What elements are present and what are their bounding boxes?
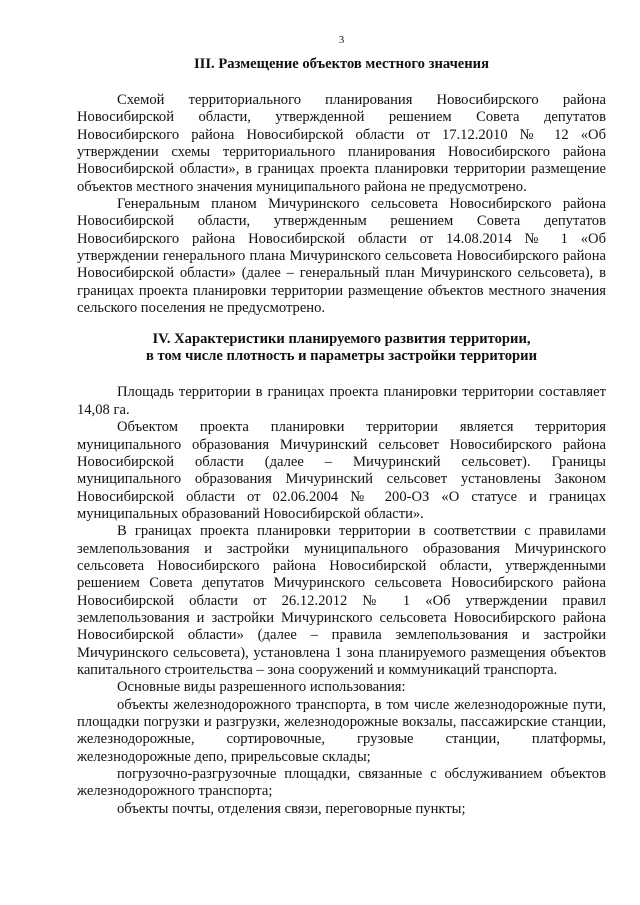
page-number: 3 (338, 34, 345, 46)
section-4-heading-line-1: IV. Характеристики планируемого развития территории, (152, 331, 531, 348)
section-4-paragraph-7: объекты почты, отделения связи, переговорные пункты; (117, 800, 466, 817)
section-3-heading: III. Размещение объектов местного значения (194, 56, 489, 72)
section-4-paragraph-6: погрузочно-разгрузочные площадки, связанные с обслуживанием объектов железнодорожного транспорта; (77, 766, 606, 800)
section-4-paragraph-1: Площадь территории в границах проекта планировки территории составляет 14,08 га. (77, 384, 606, 418)
section-3-paragraph-1: Схемой территориального планирования Новосибирского района Новосибирской области, утвержденной решением Совета депутатов Новосибирского района Новосибирской области от 17.12.2010 № 12 «Об утверждении схемы территориального планирования Новосибирского района Новосибирской области», в границах проекта планировки территории размещение объектов местного значения муниципального района не предусмотрено. (77, 92, 606, 195)
document-page (77, 34, 606, 818)
section-4-paragraph-3: В границах проекта планировки территории в соответствии с правилами землепользования и застройки муниципального образования Мичуринского сельсовета Новосибирского района Новосибирской области, утвержденными решением Совета депутатов Мичуринского сельсовета Новосибирского района Новосибирской области от 26.12.2012 № 1 «Об утверждении правил землепользования и застройки Мичуринского сельсовета Новосибирского района Новосибирской области» (далее – правила землепользования и застройки Мичуринского сельсовета), установлена 1 зона планируемого размещения объектов капитального строительства – зона сооружений и коммуникаций транспорта. (77, 523, 606, 678)
section-4-paragraph-5: объекты железнодорожного транспорта, в том числе железнодорожные пути, площадки погрузки и разгрузки, железнодорожные вокзалы, пассажирские станции, железнодорожные, сортировочные, грузовые станции, платформы, железнодорожные депо, прирельсовые склады; (77, 696, 606, 765)
section-4-paragraph-2: Объектом проекта планировки территории является территория муниципального образования Мичуринский сельсовет Новосибирского района Новосибирской области (далее – Мичуринский сельсовет). Границы муниципального образования Мичуринский сельсовет установлены Законом Новосибирской области от 02.06.2004 № 200-ОЗ «О статусе и границах муниципальных образований Новосибирской области». (77, 419, 606, 522)
section-4-heading (77, 331, 606, 365)
section-4-heading-line-2: в том числе плотность и параметры застройки территории (146, 348, 537, 365)
section-3-paragraph-2: Генеральным планом Мичуринского сельсовета Новосибирского района Новосибирской области, утвержденным решением Совета депутатов Новосибирского района Новосибирской области от 14.08.2014 № 1 «Об утверждении генерального плана Мичуринского сельсовета Новосибирского района Новосибирской области» (далее – генеральный план Мичуринского сельсовета), в границах проекта планировки территории размещение объектов местного значения сельского поселения не предусмотрено. (77, 196, 606, 317)
section-4-paragraph-4: Основные виды разрешенного использования: (117, 679, 406, 696)
